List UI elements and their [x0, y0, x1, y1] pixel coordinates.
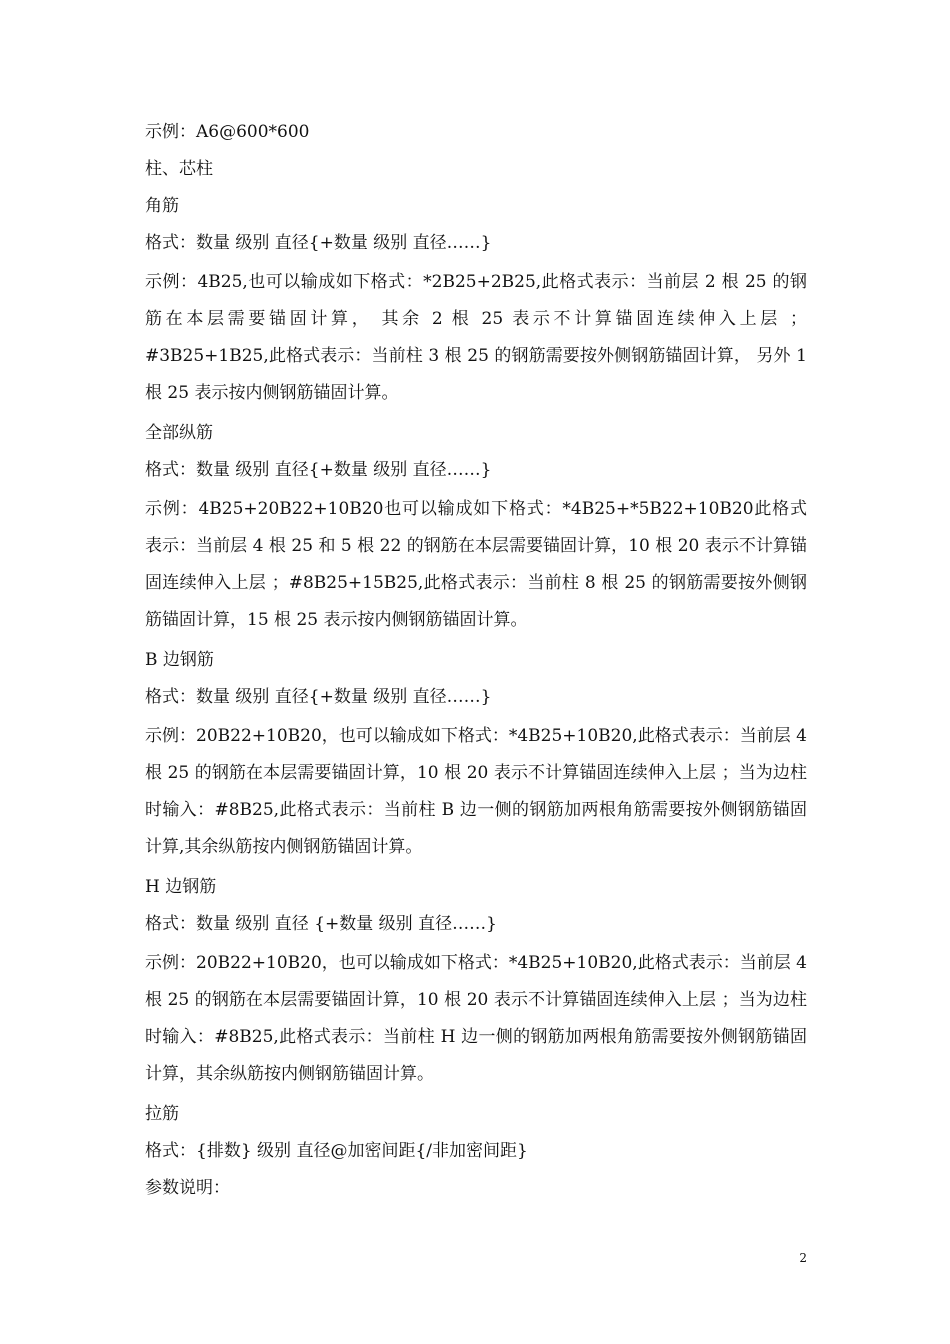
document-body — [145, 116, 807, 1209]
format-line: 格式：数量 级别 直径{+数量 级别 直径……} — [145, 460, 492, 480]
subheading-b-side-bars: B 边钢筋 — [145, 650, 214, 670]
page-number: 2 — [799, 1251, 807, 1265]
parameter-description-label: 参数说明： — [145, 1178, 230, 1198]
subheading-h-side-bars: H 边钢筋 — [145, 877, 217, 897]
example-paragraph-all-longitudinal-bars: 示例：4B25+20B22+10B20也可以输成如下格式：*4B25+*5B22+10B20此格式表示：当前层 4 根 25 和 5 根 22 的钢筋在本层需要锚固计算，10 根 20 表示不计算锚固连续伸入上层 ；#8B25+15B25,此格式表示：当前柱 8 根 25 的钢筋需要按外侧钢筋锚固计算，15 根 25 表示按内侧钢筋锚固计算。 — [145, 499, 807, 630]
section-heading-column: 柱、芯柱 — [145, 159, 213, 179]
example-paragraph-h-side-bars: 示例：20B22+10B20，也可以输成如下格式：*4B25+10B20,此格式表示：当前层 4 根 25 的钢筋在本层需要锚固计算，10 根 20 表示不计算锚固连续伸入上层 ；当为边柱时输入：#8B25,此格式表示：当前柱 H 边一侧的钢筋加两根角筋需要按外侧钢筋锚固计算，其余纵筋按内侧钢筋锚固计算。 — [145, 953, 807, 1084]
format-line: 格式：数量 级别 直径{+数量 级别 直径……} — [145, 687, 492, 707]
example-line: 示例：A6@600*600 — [145, 122, 310, 142]
format-line: 格式：数量 级别 直径 {+数量 级别 直径……} — [145, 914, 497, 934]
example-paragraph-corner-bars: 示例：4B25,也可以输成如下格式：*2B25+2B25,此格式表示：当前层 2 根 25 的钢筋在本层需要锚固计算， 其余 2 根 25 表示不计算锚固连续伸入上层 ；#3B25+1B25,此格式表示：当前柱 3 根 25 的钢筋需要按外侧钢筋锚固计算， 另外 1 根 25 表示按内侧钢筋锚固计算。 — [145, 272, 807, 403]
subheading-tie-bars: 拉筋 — [145, 1104, 179, 1124]
format-line: 格式：{排数} 级别 直径@加密间距{/非加密间距} — [145, 1141, 528, 1161]
format-line: 格式：数量 级别 直径{+数量 级别 直径……} — [145, 233, 492, 253]
example-paragraph-b-side-bars: 示例：20B22+10B20，也可以输成如下格式：*4B25+10B20,此格式表示：当前层 4 根 25 的钢筋在本层需要锚固计算，10 根 20 表示不计算锚固连续伸入上层 ；当为边柱时输入：#8B25,此格式表示：当前柱 B 边一侧的钢筋加两根角筋需要按外侧钢筋锚固计算,其余纵筋按内侧钢筋锚固计算。 — [145, 726, 807, 857]
subheading-corner-bars: 角筋 — [145, 196, 179, 216]
subheading-all-longitudinal-bars: 全部纵筋 — [145, 423, 213, 443]
